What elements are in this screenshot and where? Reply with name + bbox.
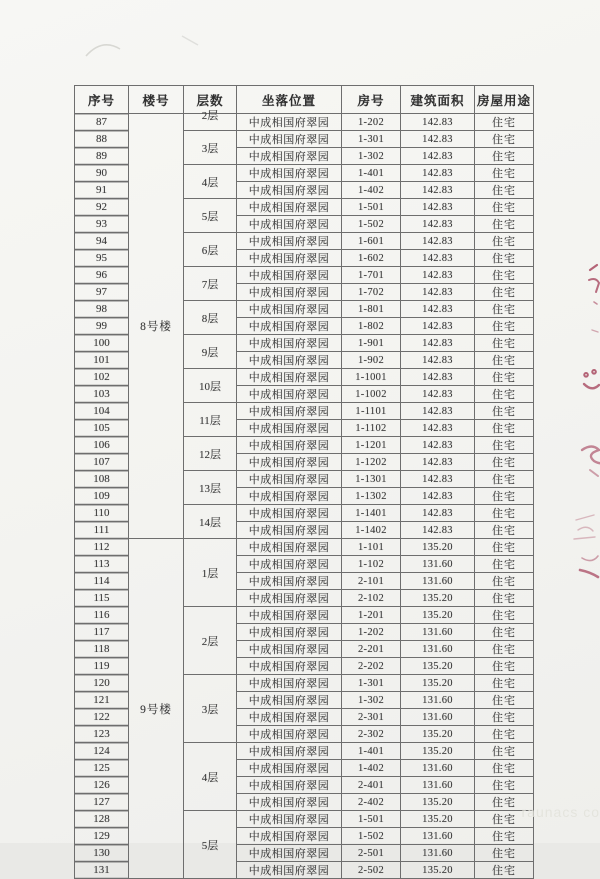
seq-cell: 115 [75, 590, 129, 607]
header-room: 房号 [342, 86, 401, 114]
room-no-cell: 1-302 [342, 148, 401, 165]
room-no-cell: 1-801 [342, 301, 401, 318]
area-cell: 131.60 [401, 573, 475, 590]
room-no-cell: 1-1001 [342, 369, 401, 386]
floor-cell [184, 811, 237, 879]
use-cell: 住宅 [475, 862, 534, 879]
seq-cell: 124 [75, 743, 129, 760]
seq-cell: 89 [75, 148, 129, 165]
seq-cell: 110 [75, 505, 129, 522]
seq-cell: 119 [75, 658, 129, 675]
location-cell: 中成相国府翠园 [237, 471, 342, 488]
location-cell: 中成相国府翠园 [237, 148, 342, 165]
area-cell: 142.83 [401, 199, 475, 216]
seq-cell: 129 [75, 828, 129, 845]
seq-cell: 87 [75, 114, 129, 131]
use-cell: 住宅 [475, 284, 534, 301]
floor-label: 8层 [201, 312, 219, 325]
location-cell: 中成相国府翠园 [237, 352, 342, 369]
property-registry-table [74, 85, 534, 879]
table-body [75, 110, 534, 879]
header-seq: 序号 [75, 86, 129, 114]
room-no-cell: 1-102 [342, 556, 401, 573]
location-cell: 中成相国府翠园 [237, 675, 342, 692]
room-no-cell: 1-1101 [342, 403, 401, 420]
floor-cell [184, 267, 237, 301]
floor-label: 14层 [199, 516, 221, 529]
floor-label: 6层 [201, 244, 219, 257]
room-no-cell: 2-101 [342, 573, 401, 590]
area-cell: 142.83 [401, 352, 475, 369]
room-no-cell: 1-402 [342, 760, 401, 777]
use-cell: 住宅 [475, 335, 534, 352]
floor-label: 2层 [201, 110, 219, 122]
location-cell: 中成相国府翠园 [237, 811, 342, 828]
table-header-row [75, 86, 534, 114]
use-cell: 住宅 [475, 760, 534, 777]
seq-cell: 90 [75, 165, 129, 182]
room-no-cell: 2-502 [342, 862, 401, 879]
floor-label: 13层 [199, 482, 221, 495]
location-cell: 中成相国府翠园 [237, 165, 342, 182]
location-cell: 中成相国府翠园 [237, 318, 342, 335]
seq-cell: 103 [75, 386, 129, 403]
room-no-cell: 1-302 [342, 692, 401, 709]
use-cell: 住宅 [475, 624, 534, 641]
use-cell: 住宅 [475, 471, 534, 488]
room-no-cell: 1-1102 [342, 420, 401, 437]
area-cell: 142.83 [401, 437, 475, 454]
room-no-cell: 1-501 [342, 199, 401, 216]
location-cell: 中成相国府翠园 [237, 607, 342, 624]
use-cell: 住宅 [475, 233, 534, 250]
use-cell: 住宅 [475, 182, 534, 199]
seq-cell: 102 [75, 369, 129, 386]
use-cell: 住宅 [475, 556, 534, 573]
room-no-cell: 1-1201 [342, 437, 401, 454]
location-cell: 中成相国府翠园 [237, 437, 342, 454]
use-cell: 住宅 [475, 488, 534, 505]
room-no-cell: 1-1401 [342, 505, 401, 522]
location-cell: 中成相国府翠园 [237, 862, 342, 879]
area-cell: 142.83 [401, 182, 475, 199]
use-cell: 住宅 [475, 403, 534, 420]
room-no-cell: 2-402 [342, 794, 401, 811]
floor-label: 5层 [201, 839, 219, 852]
use-cell: 住宅 [475, 709, 534, 726]
use-cell: 住宅 [475, 369, 534, 386]
room-no-cell: 1-1301 [342, 471, 401, 488]
location-cell: 中成相国府翠园 [237, 369, 342, 386]
use-cell: 住宅 [475, 318, 534, 335]
seq-cell: 113 [75, 556, 129, 573]
area-cell: 142.83 [401, 301, 475, 318]
red-ink-marks [568, 258, 600, 588]
location-cell: 中成相国府翠园 [237, 658, 342, 675]
location-cell: 中成相国府翠园 [237, 114, 342, 131]
location-cell: 中成相国府翠园 [237, 828, 342, 845]
use-cell: 住宅 [475, 454, 534, 471]
floor-label: 11层 [199, 414, 221, 427]
area-cell: 135.20 [401, 794, 475, 811]
use-cell: 住宅 [475, 743, 534, 760]
use-cell: 住宅 [475, 845, 534, 862]
room-no-cell: 1-202 [342, 624, 401, 641]
area-cell: 142.83 [401, 420, 475, 437]
area-cell: 135.20 [401, 658, 475, 675]
area-cell: 142.83 [401, 216, 475, 233]
seq-cell: 96 [75, 267, 129, 284]
area-cell: 135.20 [401, 607, 475, 624]
use-cell: 住宅 [475, 267, 534, 284]
location-cell: 中成相国府翠园 [237, 522, 342, 539]
use-cell: 住宅 [475, 352, 534, 369]
building-no-cell: 9号楼 [129, 539, 184, 879]
area-cell: 135.20 [401, 590, 475, 607]
table-row [75, 114, 534, 131]
seq-cell: 131 [75, 862, 129, 879]
seq-cell: 100 [75, 335, 129, 352]
room-no-cell: 2-401 [342, 777, 401, 794]
building-no-cell: 8号楼 [129, 114, 184, 539]
floor-label: 3层 [201, 703, 219, 716]
location-cell: 中成相国府翠园 [237, 284, 342, 301]
use-cell: 住宅 [475, 148, 534, 165]
area-cell: 142.83 [401, 505, 475, 522]
location-cell: 中成相国府翠园 [237, 216, 342, 233]
location-cell: 中成相国府翠园 [237, 454, 342, 471]
area-cell: 135.20 [401, 539, 475, 556]
use-cell: 住宅 [475, 250, 534, 267]
location-cell: 中成相国府翠园 [237, 488, 342, 505]
seq-cell: 117 [75, 624, 129, 641]
area-cell: 135.20 [401, 862, 475, 879]
floor-cell [184, 110, 237, 131]
seq-cell: 95 [75, 250, 129, 267]
header-use: 房屋用途 [475, 86, 534, 114]
room-no-cell: 1-402 [342, 182, 401, 199]
location-cell: 中成相国府翠园 [237, 233, 342, 250]
floor-label: 2层 [201, 635, 219, 648]
room-no-cell: 1-501 [342, 811, 401, 828]
floor-cell [184, 301, 237, 335]
floor-cell [184, 471, 237, 505]
seq-cell: 94 [75, 233, 129, 250]
floor-cell [184, 369, 237, 403]
room-no-cell: 1-1002 [342, 386, 401, 403]
header-floor: 层数 [184, 86, 237, 114]
floor-label: 4层 [201, 176, 219, 189]
location-cell: 中成相国府翠园 [237, 794, 342, 811]
room-no-cell: 1-502 [342, 216, 401, 233]
use-cell: 住宅 [475, 386, 534, 403]
room-no-cell: 2-201 [342, 641, 401, 658]
use-cell: 住宅 [475, 165, 534, 182]
room-no-cell: 1-702 [342, 284, 401, 301]
area-cell: 142.83 [401, 488, 475, 505]
location-cell: 中成相国府翠园 [237, 590, 342, 607]
room-no-cell: 1-301 [342, 675, 401, 692]
area-cell: 135.20 [401, 811, 475, 828]
area-cell: 142.83 [401, 335, 475, 352]
location-cell: 中成相国府翠园 [237, 743, 342, 760]
pencil-scribble-mark [78, 22, 228, 72]
floor-label: 4层 [201, 771, 219, 784]
floor-cell [184, 131, 237, 165]
scanner-watermark: raunacs co [521, 804, 600, 820]
seq-cell: 127 [75, 794, 129, 811]
area-cell: 142.83 [401, 165, 475, 182]
use-cell: 住宅 [475, 811, 534, 828]
room-no-cell: 1-602 [342, 250, 401, 267]
room-no-cell: 2-301 [342, 709, 401, 726]
area-cell: 135.20 [401, 743, 475, 760]
seq-cell: 126 [75, 777, 129, 794]
area-cell: 142.83 [401, 148, 475, 165]
room-no-cell: 1-802 [342, 318, 401, 335]
use-cell: 住宅 [475, 675, 534, 692]
location-cell: 中成相国府翠园 [237, 182, 342, 199]
use-cell: 住宅 [475, 437, 534, 454]
floor-label: 1层 [201, 567, 219, 580]
seq-cell: 99 [75, 318, 129, 335]
area-cell: 142.83 [401, 284, 475, 301]
seq-cell: 121 [75, 692, 129, 709]
use-cell: 住宅 [475, 131, 534, 148]
room-no-cell: 1-701 [342, 267, 401, 284]
use-cell: 住宅 [475, 114, 534, 131]
seq-cell: 120 [75, 675, 129, 692]
location-cell: 中成相国府翠园 [237, 760, 342, 777]
area-cell: 135.20 [401, 675, 475, 692]
location-cell: 中成相国府翠园 [237, 573, 342, 590]
location-cell: 中成相国府翠园 [237, 199, 342, 216]
room-no-cell: 2-501 [342, 845, 401, 862]
use-cell: 住宅 [475, 573, 534, 590]
use-cell: 住宅 [475, 505, 534, 522]
area-cell: 131.60 [401, 845, 475, 862]
area-cell: 131.60 [401, 828, 475, 845]
seq-cell: 104 [75, 403, 129, 420]
floor-cell [184, 335, 237, 369]
area-cell: 131.60 [401, 641, 475, 658]
seq-cell: 101 [75, 352, 129, 369]
floor-cell [184, 403, 237, 437]
room-no-cell: 1-202 [342, 114, 401, 131]
floor-label: 10层 [199, 380, 221, 393]
use-cell: 住宅 [475, 301, 534, 318]
use-cell: 住宅 [475, 522, 534, 539]
use-cell: 住宅 [475, 794, 534, 811]
room-no-cell: 1-502 [342, 828, 401, 845]
use-cell: 住宅 [475, 692, 534, 709]
use-cell: 住宅 [475, 420, 534, 437]
floor-cell [184, 437, 237, 471]
seq-cell: 107 [75, 454, 129, 471]
location-cell: 中成相国府翠园 [237, 420, 342, 437]
room-no-cell: 1-1302 [342, 488, 401, 505]
use-cell: 住宅 [475, 658, 534, 675]
seq-cell: 122 [75, 709, 129, 726]
area-cell: 142.83 [401, 267, 475, 284]
seq-cell: 111 [75, 522, 129, 539]
floor-label: 7层 [201, 278, 219, 291]
location-cell: 中成相国府翠园 [237, 709, 342, 726]
seq-cell: 88 [75, 131, 129, 148]
header-location: 坐落位置 [237, 86, 342, 114]
location-cell: 中成相国府翠园 [237, 250, 342, 267]
floor-cell [184, 505, 237, 539]
seq-cell: 108 [75, 471, 129, 488]
use-cell: 住宅 [475, 828, 534, 845]
use-cell: 住宅 [475, 607, 534, 624]
room-no-cell: 2-102 [342, 590, 401, 607]
seq-cell: 98 [75, 301, 129, 318]
header-building: 楼号 [129, 86, 184, 114]
floor-cell [184, 199, 237, 233]
seq-cell: 106 [75, 437, 129, 454]
seq-cell: 128 [75, 811, 129, 828]
area-cell: 131.60 [401, 692, 475, 709]
location-cell: 中成相国府翠园 [237, 641, 342, 658]
location-cell: 中成相国府翠园 [237, 539, 342, 556]
floor-label: 12层 [199, 448, 221, 461]
room-no-cell: 2-302 [342, 726, 401, 743]
seq-cell: 130 [75, 845, 129, 862]
area-cell: 131.60 [401, 624, 475, 641]
location-cell: 中成相国府翠园 [237, 777, 342, 794]
area-cell: 142.83 [401, 471, 475, 488]
use-cell: 住宅 [475, 590, 534, 607]
area-cell: 131.60 [401, 709, 475, 726]
use-cell: 住宅 [475, 641, 534, 658]
seq-cell: 109 [75, 488, 129, 505]
location-cell: 中成相国府翠园 [237, 335, 342, 352]
seq-cell: 123 [75, 726, 129, 743]
use-cell: 住宅 [475, 216, 534, 233]
use-cell: 住宅 [475, 199, 534, 216]
area-cell: 142.83 [401, 369, 475, 386]
room-no-cell: 1-401 [342, 743, 401, 760]
seq-cell: 93 [75, 216, 129, 233]
location-cell: 中成相国府翠园 [237, 505, 342, 522]
floor-cell [184, 539, 237, 607]
seq-cell: 116 [75, 607, 129, 624]
room-no-cell: 1-1402 [342, 522, 401, 539]
location-cell: 中成相国府翠园 [237, 131, 342, 148]
floor-cell [184, 233, 237, 267]
seq-cell: 114 [75, 573, 129, 590]
room-no-cell: 1-201 [342, 607, 401, 624]
use-cell: 住宅 [475, 726, 534, 743]
area-cell: 142.83 [401, 522, 475, 539]
area-cell: 142.83 [401, 250, 475, 267]
room-no-cell: 1-301 [342, 131, 401, 148]
area-cell: 142.83 [401, 318, 475, 335]
room-no-cell: 1-1202 [342, 454, 401, 471]
floor-cell [184, 165, 237, 199]
seq-cell: 112 [75, 539, 129, 556]
floor-label: 3层 [201, 142, 219, 155]
location-cell: 中成相国府翠园 [237, 845, 342, 862]
area-cell: 142.83 [401, 386, 475, 403]
location-cell: 中成相国府翠园 [237, 301, 342, 318]
location-cell: 中成相国府翠园 [237, 726, 342, 743]
use-cell: 住宅 [475, 539, 534, 556]
room-no-cell: 1-902 [342, 352, 401, 369]
location-cell: 中成相国府翠园 [237, 556, 342, 573]
floor-cell [184, 743, 237, 811]
floor-label: 9层 [201, 346, 219, 359]
location-cell: 中成相国府翠园 [237, 624, 342, 641]
floor-cell [184, 675, 237, 743]
floor-cell [184, 607, 237, 675]
use-cell: 住宅 [475, 777, 534, 794]
seq-cell: 91 [75, 182, 129, 199]
seq-cell: 92 [75, 199, 129, 216]
seq-cell: 97 [75, 284, 129, 301]
seq-cell: 125 [75, 760, 129, 777]
room-no-cell: 1-401 [342, 165, 401, 182]
location-cell: 中成相国府翠园 [237, 267, 342, 284]
room-no-cell: 1-601 [342, 233, 401, 250]
area-cell: 142.83 [401, 454, 475, 471]
seq-cell: 105 [75, 420, 129, 437]
room-no-cell: 1-901 [342, 335, 401, 352]
area-cell: 131.60 [401, 760, 475, 777]
location-cell: 中成相国府翠园 [237, 403, 342, 420]
area-cell: 135.20 [401, 726, 475, 743]
table-row [75, 539, 534, 556]
floor-label: 5层 [201, 210, 219, 223]
header-area: 建筑面积 [401, 86, 475, 114]
area-cell: 131.60 [401, 777, 475, 794]
area-cell: 142.83 [401, 131, 475, 148]
location-cell: 中成相国府翠园 [237, 692, 342, 709]
area-cell: 131.60 [401, 556, 475, 573]
area-cell: 142.83 [401, 114, 475, 131]
room-no-cell: 1-101 [342, 539, 401, 556]
location-cell: 中成相国府翠园 [237, 386, 342, 403]
room-no-cell: 2-202 [342, 658, 401, 675]
area-cell: 142.83 [401, 403, 475, 420]
seq-cell: 118 [75, 641, 129, 658]
area-cell: 142.83 [401, 233, 475, 250]
